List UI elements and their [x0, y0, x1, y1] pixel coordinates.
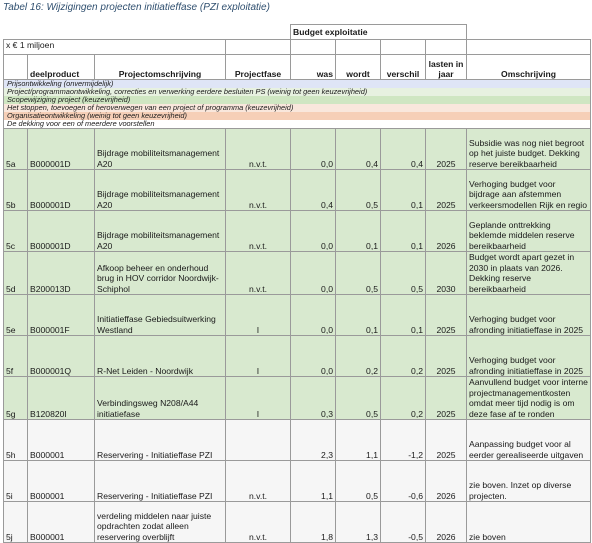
cell-omschrijving: verdeling middelen naar juiste opdrachten zodat alleen reservering overblijft	[95, 502, 226, 543]
cell-jaar: 2026	[426, 461, 467, 502]
cell-jaar: 2025	[426, 377, 467, 420]
table-row	[4, 252, 591, 295]
cell-jaar: 2025	[426, 295, 467, 336]
cell-verschil: 0,5	[381, 252, 426, 295]
cell-jaar: 2026	[426, 502, 467, 543]
table-row	[4, 377, 591, 420]
cell-verschil: 0,4	[381, 129, 426, 170]
cell-toelichting: Aanpassing budget voor al eerder gerealiseerde uitgaven	[467, 420, 591, 461]
cell-verschil: -0,6	[381, 461, 426, 502]
cell-deelproduct: B000001	[28, 502, 95, 543]
legend-item: Prijsontwikkeling (onvermijdelijk)	[4, 80, 591, 89]
cell-verschil: 0,1	[381, 211, 426, 252]
cell-wordt: 1,3	[336, 502, 381, 543]
cell-was: 0,0	[291, 295, 336, 336]
budget-group-header: Budget exploitatie	[291, 25, 467, 40]
column-header: verschil	[381, 55, 426, 80]
cell-fase: n.v.t.	[226, 211, 291, 252]
cell-wordt: 0,5	[336, 461, 381, 502]
column-header: deelproduct	[28, 55, 95, 80]
table-row	[4, 211, 591, 252]
cell-toelichting: Verhoging budget voor bijdrage aan afstemmen verkeersmodellen Rijk en regio	[467, 170, 591, 211]
cell-deelproduct: B000001Q	[28, 336, 95, 377]
cell-omschrijving: Afkoop beheer en onderhoud brug in HOV corridor Noordwijk-Schiphol	[95, 252, 226, 295]
cell-wordt: 0,2	[336, 336, 381, 377]
table-row	[4, 420, 591, 461]
cell-was: 0,4	[291, 170, 336, 211]
cell-deelproduct: B000001F	[28, 295, 95, 336]
cell-nr: 5g	[4, 377, 28, 420]
changes-table	[3, 24, 591, 543]
cell-omschrijving: Bijdrage mobiliteitsmanagement A20	[95, 170, 226, 211]
cell-nr: 5c	[4, 211, 28, 252]
cell-wordt: 1,1	[336, 420, 381, 461]
cell-omschrijving: Initiatieffase Gebiedsuitwerking Westland	[95, 295, 226, 336]
cell-was: 0,3	[291, 377, 336, 420]
cell-fase: I	[226, 377, 291, 420]
cell-deelproduct: B000001D	[28, 211, 95, 252]
cell-wordt: 0,1	[336, 295, 381, 336]
cell-wordt: 0,1	[336, 211, 381, 252]
cell-wordt: 0,5	[336, 170, 381, 211]
cell-verschil: 0,2	[381, 336, 426, 377]
cell-was: 0,0	[291, 129, 336, 170]
cell-toelichting: zie boven. Inzet op diverse projecten.	[467, 461, 591, 502]
cell-nr: 5h	[4, 420, 28, 461]
cell-deelproduct: B000001	[28, 420, 95, 461]
unit-label: x € 1 miljoen	[4, 40, 226, 55]
cell-was: 1,8	[291, 502, 336, 543]
cell-wordt: 0,5	[336, 377, 381, 420]
legend-item: De dekking voor een of meerdere voorstellen	[4, 120, 591, 129]
cell-deelproduct: B000001	[28, 461, 95, 502]
cell-toelichting: zie boven	[467, 502, 591, 543]
table-row	[4, 295, 591, 336]
cell-wordt: 0,4	[336, 129, 381, 170]
cell-toelichting: Budget wordt apart gezet in 2030 in plaats van 2026. Dekking reserve bereikbaarheid	[467, 252, 591, 295]
cell-verschil: -0,5	[381, 502, 426, 543]
cell-jaar: 2025	[426, 336, 467, 377]
legend-item: Het stoppen, toevoegen of heroverwegen van een project of programma (keuzevrijheid)	[4, 104, 591, 112]
cell-deelproduct: B200013D	[28, 252, 95, 295]
cell-deelproduct: B120820I	[28, 377, 95, 420]
cell-jaar: 2025	[426, 170, 467, 211]
table-row	[4, 336, 591, 377]
legend-item: Scopewijziging project (keuzevrijheid)	[4, 96, 591, 104]
cell-fase	[226, 420, 291, 461]
cell-verschil: -1,2	[381, 420, 426, 461]
cell-fase: I	[226, 295, 291, 336]
cell-jaar: 2025	[426, 420, 467, 461]
cell-omschrijving: Bijdrage mobiliteitsmanagement A20	[95, 129, 226, 170]
cell-omschrijving: Verbindingsweg N208/A44 initiatiefase	[95, 377, 226, 420]
cell-toelichting: Subsidie was nog niet begroot op het juiste budget. Dekking reserve bereikbaarheid	[467, 129, 591, 170]
cell-toelichting: Aanvullend budget voor interne projectmanagementkosten omdat meer tijd nodig is om deze fase af te ronden	[467, 377, 591, 420]
cell-was: 0,0	[291, 211, 336, 252]
cell-was: 0,0	[291, 252, 336, 295]
column-header: Projectomschrijving	[95, 55, 226, 80]
column-header: Omschrijving	[467, 55, 591, 80]
cell-fase: n.v.t.	[226, 170, 291, 211]
column-header: lasten in jaar	[426, 55, 467, 80]
cell-was: 2,3	[291, 420, 336, 461]
legend-item: Organisatieontwikkeling (weinig tot geen keuzevrijheid)	[4, 112, 591, 120]
cell-toelichting: Verhoging budget voor afronding initiatieffase in 2025	[467, 336, 591, 377]
cell-deelproduct: B000001D	[28, 170, 95, 211]
cell-verschil: 0,1	[381, 295, 426, 336]
cell-omschrijving: Reservering - Initiatieffase PZI	[95, 420, 226, 461]
cell-verschil: 0,2	[381, 377, 426, 420]
cell-fase: n.v.t.	[226, 502, 291, 543]
table-row	[4, 502, 591, 543]
cell-fase: n.v.t.	[226, 129, 291, 170]
cell-nr: 5f	[4, 336, 28, 377]
cell-toelichting: Verhoging budget voor afronding initiatieffase in 2025	[467, 295, 591, 336]
cell-verschil: 0,1	[381, 170, 426, 211]
column-header: Projectfase	[226, 55, 291, 80]
table-row	[4, 170, 591, 211]
cell-fase: n.v.t.	[226, 461, 291, 502]
cell-jaar: 2025	[426, 129, 467, 170]
cell-toelichting: Geplande onttrekking beklemde middelen reserve bereikbaarheid	[467, 211, 591, 252]
cell-nr: 5b	[4, 170, 28, 211]
table-row	[4, 461, 591, 502]
cell-jaar: 2026	[426, 211, 467, 252]
legend-item: Project/programmaontwikkeling, correcties en verwerking eerdere besluiten PS (weinig tot geen keuzevrijheid)	[4, 88, 591, 96]
cell-omschrijving: Reservering - Initiatieffase PZI	[95, 461, 226, 502]
table-caption: Tabel 16: Wijzigingen projecten initiatieffase (PZI exploitatie)	[3, 2, 270, 13]
cell-nr: 5a	[4, 129, 28, 170]
table-row	[4, 129, 591, 170]
cell-was: 0,0	[291, 336, 336, 377]
column-header	[4, 55, 28, 80]
cell-deelproduct: B000001D	[28, 129, 95, 170]
cell-nr: 5d	[4, 252, 28, 295]
cell-jaar: 2030	[426, 252, 467, 295]
cell-wordt: 0,5	[336, 252, 381, 295]
cell-nr: 5j	[4, 502, 28, 543]
cell-omschrijving: R-Net Leiden - Noordwijk	[95, 336, 226, 377]
cell-fase: n.v.t.	[226, 252, 291, 295]
cell-was: 1,1	[291, 461, 336, 502]
cell-nr: 5i	[4, 461, 28, 502]
cell-fase: I	[226, 336, 291, 377]
column-header: wordt	[336, 55, 381, 80]
cell-nr: 5e	[4, 295, 28, 336]
column-header: was	[291, 55, 336, 80]
cell-omschrijving: Bijdrage mobiliteitsmanagement A20	[95, 211, 226, 252]
